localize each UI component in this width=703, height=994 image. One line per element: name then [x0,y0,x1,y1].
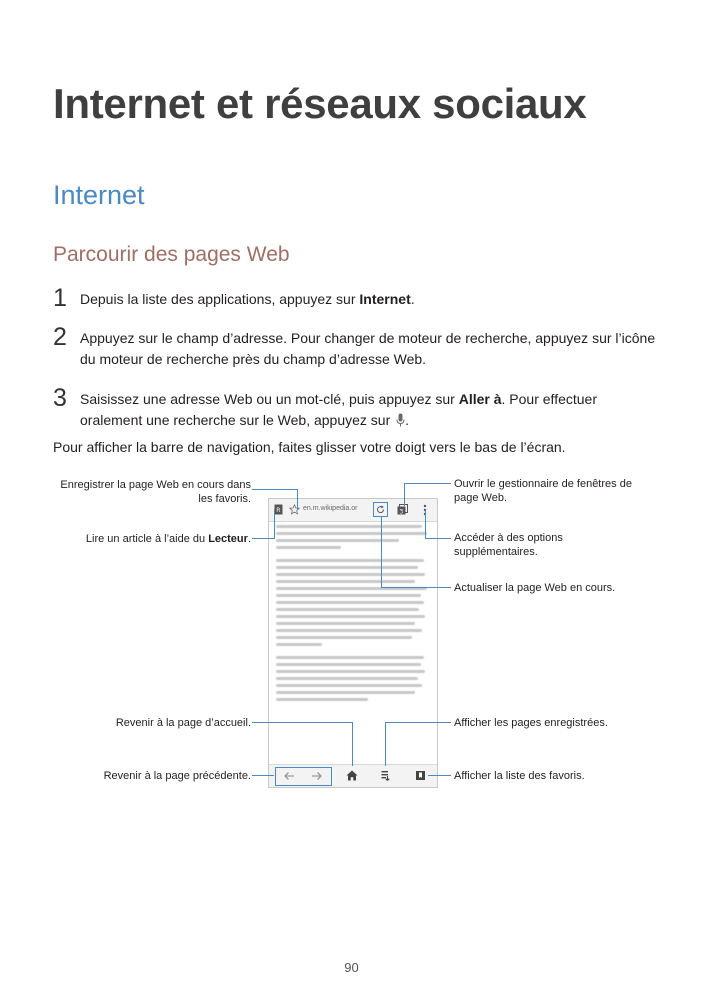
leader-line [425,510,426,539]
leader-line [404,483,405,506]
windows-icon [397,504,408,515]
leader-line [385,722,451,723]
leader-line [385,722,386,766]
leader-line [352,722,353,766]
leader-line [252,489,298,490]
browser-address-bar [269,499,437,522]
leader-line [274,509,275,539]
callout-more-options: Accéder à des options supplémentaires. [454,532,563,558]
svg-text:3: 3 [399,508,404,515]
leader-line [252,722,353,723]
url-text: en.m.wikipedia.or [303,505,358,512]
browser-navigation-bar [269,764,437,787]
refresh-icon [373,502,388,517]
leader-line [297,489,298,510]
reader-icon [274,504,283,515]
callout-reader: Lire un article à l’aide du Lecteur. [85,533,251,545]
leader-line [381,517,382,588]
callout-window-manager: Ouvrir le gestionnaire de fenêtres de page Web. [454,478,632,504]
star-icon [289,504,300,515]
callout-bookmarks-list: Afficher la liste des favoris. [454,770,585,782]
page-content-placeholder [276,525,430,705]
callout-back: Revenir à la page précédente. [103,770,251,782]
step-text: Saisissez une adresse Web ou un mot-clé, puis appuyez sur Aller à. Pour effectuer oralement une recherche sur le Web, appuyez sur . [80,391,597,428]
bookmarks-icon [415,770,426,781]
callout-saved-pages: Afficher les pages enregistrées. [454,717,608,729]
navigation-note: Pour afficher la barre de navigation, faites glisser votre doigt vers le bas de l’écran. [53,439,566,455]
step-number: 1 [53,284,67,312]
leader-line [428,775,451,776]
page-number: 90 [344,960,359,975]
leader-line [252,775,274,776]
leader-line [404,483,451,484]
step-text: Depuis la liste des applications, appuyez sur Internet. [80,291,415,307]
chapter-title: Internet et réseaux sociaux [53,80,587,127]
leader-line [425,538,451,539]
subsection-title: Parcourir des pages Web [53,243,290,266]
microphone-icon [396,413,405,427]
callout-refresh: Actualiser la page Web en cours. [454,582,616,594]
step-number: 3 [53,384,67,412]
callout-bookmark-page: Enregistrer la page Web en cours dans les favoris. [60,479,251,505]
svg-text:R: R [276,507,281,514]
leader-line [252,538,274,539]
home-icon [346,770,358,781]
step-text: Appuyez sur le champ d’adresse. Pour changer de moteur de recherche, appuyez sur l’icône du moteur de recherche près du champ d’adresse Web. [80,330,656,367]
saved-pages-icon [381,770,392,781]
callout-home: Revenir à la page d’accueil. [115,717,251,729]
step-number: 2 [53,323,67,351]
browser-screenshot [268,498,438,788]
section-title: Internet [53,180,145,210]
leader-line [381,587,451,588]
back-icon [283,771,295,781]
forward-icon [311,771,323,781]
